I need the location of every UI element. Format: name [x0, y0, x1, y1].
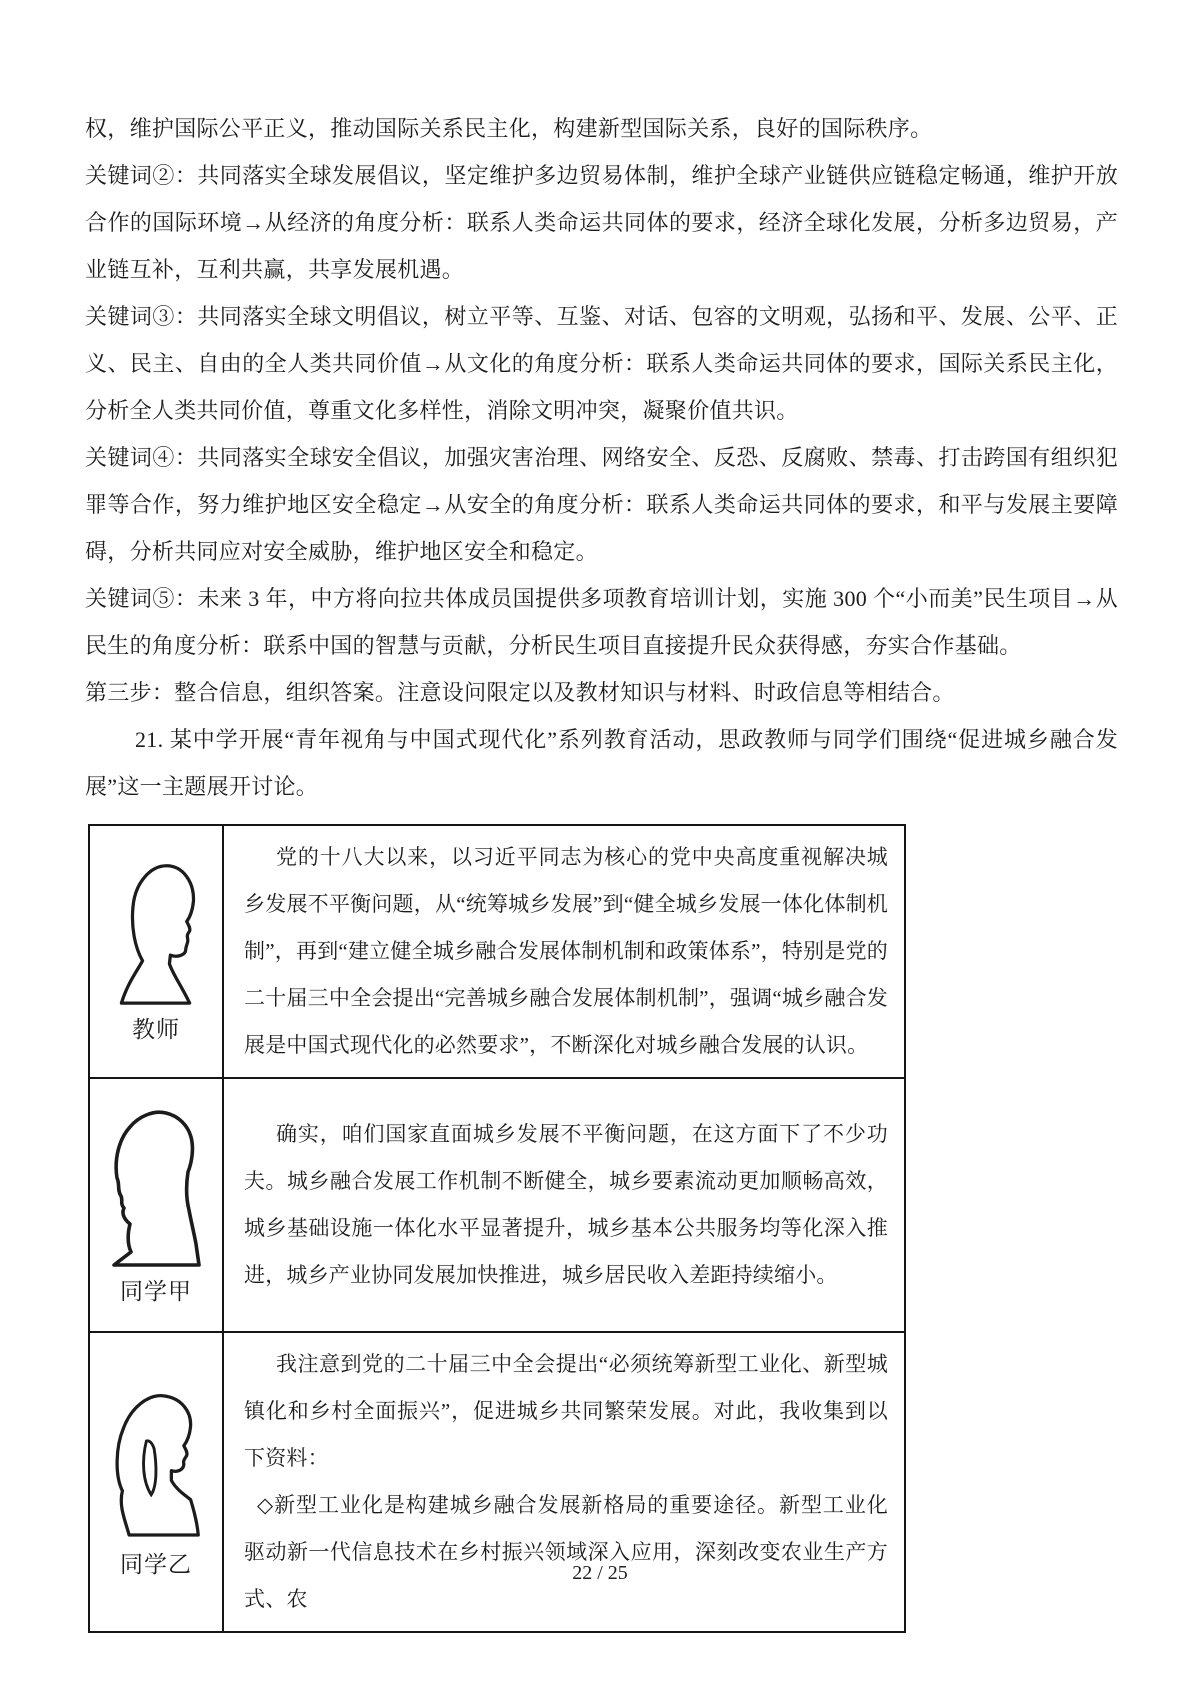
table-row-student-a: [89, 1078, 905, 1332]
student-b-material-item: ◇新型工业化是构建城乡融合发展新格局的重要途径。新型工业化驱动新一代信息技术在乡村振兴领域深入应用，深刻改变农业生产方式、农: [244, 1493, 888, 1611]
student-a-label: 同学甲: [120, 1278, 192, 1304]
teacher-statement: 党的十八大以来，以习近平同志为核心的党中央高度重视解决城乡发展不平衡问题，从“统筹城乡发展”到“健全城乡发展一体化体制机制”，再到“建立健全城乡融合发展体制机制和政策体系”，特别是党的二十届三中全会提出“完善城乡融合发展体制机制”，强调“城乡融合发展是中国式现代化的必然要求”，不断深化对城乡融合发展的认识。: [244, 845, 888, 1057]
body-paragraph-keyword-2: 关键词②：共同落实全球发展倡议，坚定维护多边贸易体制，维护全球产业链供应链稳定畅通，维护开放合作的国际环境→从经济的角度分析：联系人类命运共同体的要求，经济全球化发展，分析多边贸易，产业链互补，互利共赢，共享发展机遇。: [85, 163, 1118, 282]
teacher-speaker-cell: [89, 825, 223, 1078]
body-paragraph-keyword-3: 关键词③：共同落实全球文明倡议，树立平等、互鉴、对话、包容的文明观，弘扬和平、发展、公平、正义、民主、自由的全人类共同价值→从文化的角度分析：联系人类命运共同体的要求，国际关系民主化，分析全人类共同价值，尊重文化多样性，消除文明冲突，凝聚价值共识。: [85, 304, 1118, 423]
teacher-statement-cell: [223, 825, 905, 1078]
student-b-silhouette-icon: [108, 1384, 204, 1544]
student-a-statement-cell: [223, 1078, 905, 1332]
body-paragraph-step-3: 第三步：整合信息，组织答案。注意设问限定以及教材知识与材料、时政信息等相结合。: [85, 680, 955, 705]
body-paragraph: 权，维护国际公平正义，推动国际关系民主化，构建新型国际关系，良好的国际秩序。: [85, 116, 933, 141]
discussion-table: [88, 824, 906, 1633]
page-number: 22 / 25: [572, 1562, 628, 1584]
table-row-teacher: [89, 825, 905, 1078]
student-b-label: 同学乙: [120, 1551, 192, 1577]
question-21-intro: 21. 某中学开展“青年视角与中国式现代化”系列教育活动，思政教师与同学们围绕“促进城乡融合发展”这一主题展开讨论。: [85, 727, 1118, 799]
student-b-statement-cell: [223, 1332, 905, 1632]
student-b-statement: 我注意到党的二十届三中全会提出“必须统筹新型工业化、新型城镇化和乡村全面振兴”，促进城乡共同繁荣发展。对此，我收集到以下资料：: [244, 1352, 888, 1470]
table-row-student-b: [89, 1332, 905, 1632]
body-paragraph-keyword-4: 关键词④：共同落实全球安全倡议，加强灾害治理、网络安全、反恐、反腐败、禁毒、打击跨国有组织犯罪等合作，努力维护地区安全稳定→从安全的角度分析：联系人类命运共同体的要求，和平与发展主要障碍，分析共同应对安全威胁，维护地区安全和稳定。: [85, 445, 1118, 564]
student-a-statement: 确实，咱们国家直面城乡发展不平衡问题，在这方面下了不少功夫。城乡融合发展工作机制不断健全，城乡要素流动更加顺畅高效，城乡基础设施一体化水平显著提升，城乡基本公共服务均等化深入推进，城乡产业协同发展加快推进，城乡居民收入差距持续缩小。: [244, 1122, 888, 1287]
body-paragraph-keyword-5: 关键词⑤：未来 3 年，中方将向拉共体成员国提供多项教育培训计划，实施 300 个“小而美”民生项目→从民生的角度分析：联系中国的智慧与贡献，分析民生项目直接提升民众获得感，夯实合作基础。: [85, 586, 1118, 658]
student-a-speaker-cell: [89, 1078, 223, 1332]
teacher-silhouette-icon: [108, 857, 204, 1009]
student-a-silhouette-icon: [106, 1103, 206, 1271]
student-b-speaker-cell: [89, 1332, 223, 1632]
teacher-label: 教师: [132, 1017, 180, 1042]
